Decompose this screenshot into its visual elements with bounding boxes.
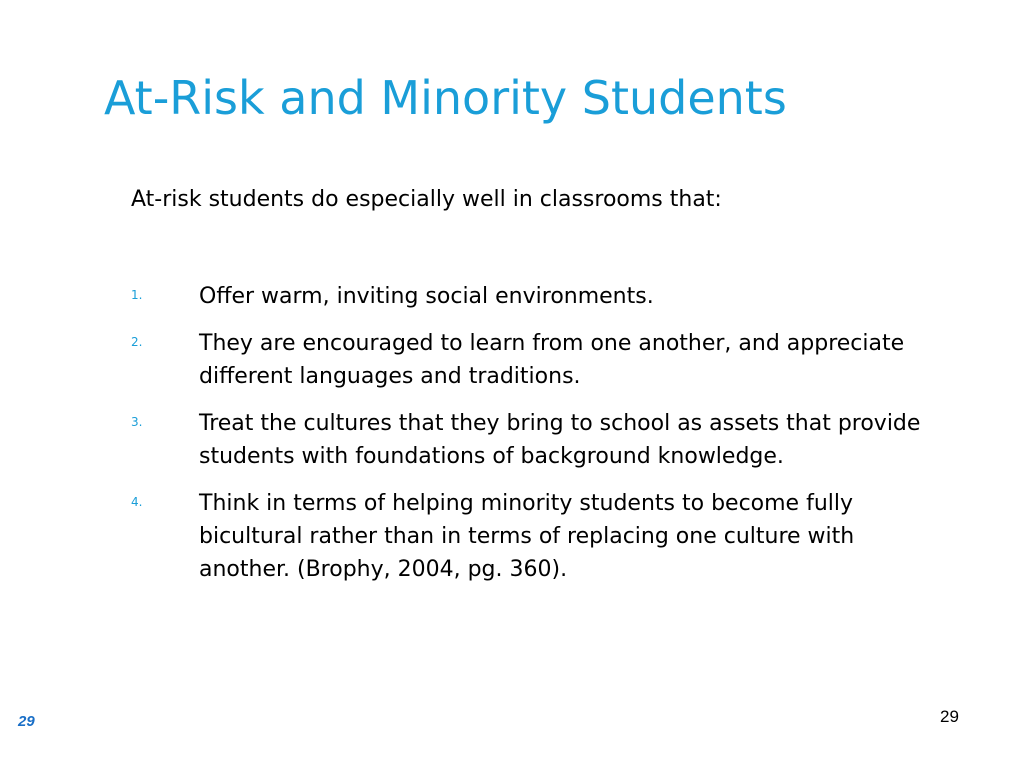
list-item [131, 327, 931, 393]
slide-title: At-Risk and Minority Students [104, 71, 787, 125]
footer-slide-number-right: 29 [940, 707, 959, 726]
list-item-number: 2. [131, 335, 143, 349]
list-item-text: Offer warm, inviting social environments. [199, 284, 654, 309]
list-item [131, 407, 931, 473]
list-item [131, 280, 931, 313]
list-item-number: 3. [131, 415, 143, 429]
list-item-text: They are encouraged to learn from one another, and appreciate different languages and traditions. [199, 331, 905, 389]
intro-text: At-risk students do especially well in classrooms that: [131, 187, 722, 212]
list-item-number: 1. [131, 288, 143, 302]
list-item-number: 4. [131, 495, 143, 509]
footer-slide-number-left: 29 [18, 713, 35, 730]
list-item-text: Think in terms of helping minority students to become fully bicultural rather than in terms of replacing one culture with another. (Brophy, 2004, pg. 360). [199, 491, 855, 582]
list-item-text: Treat the cultures that they bring to school as assets that provide students with foundations of background knowledge. [199, 411, 921, 469]
list-item [131, 487, 931, 586]
numbered-list [131, 280, 931, 600]
